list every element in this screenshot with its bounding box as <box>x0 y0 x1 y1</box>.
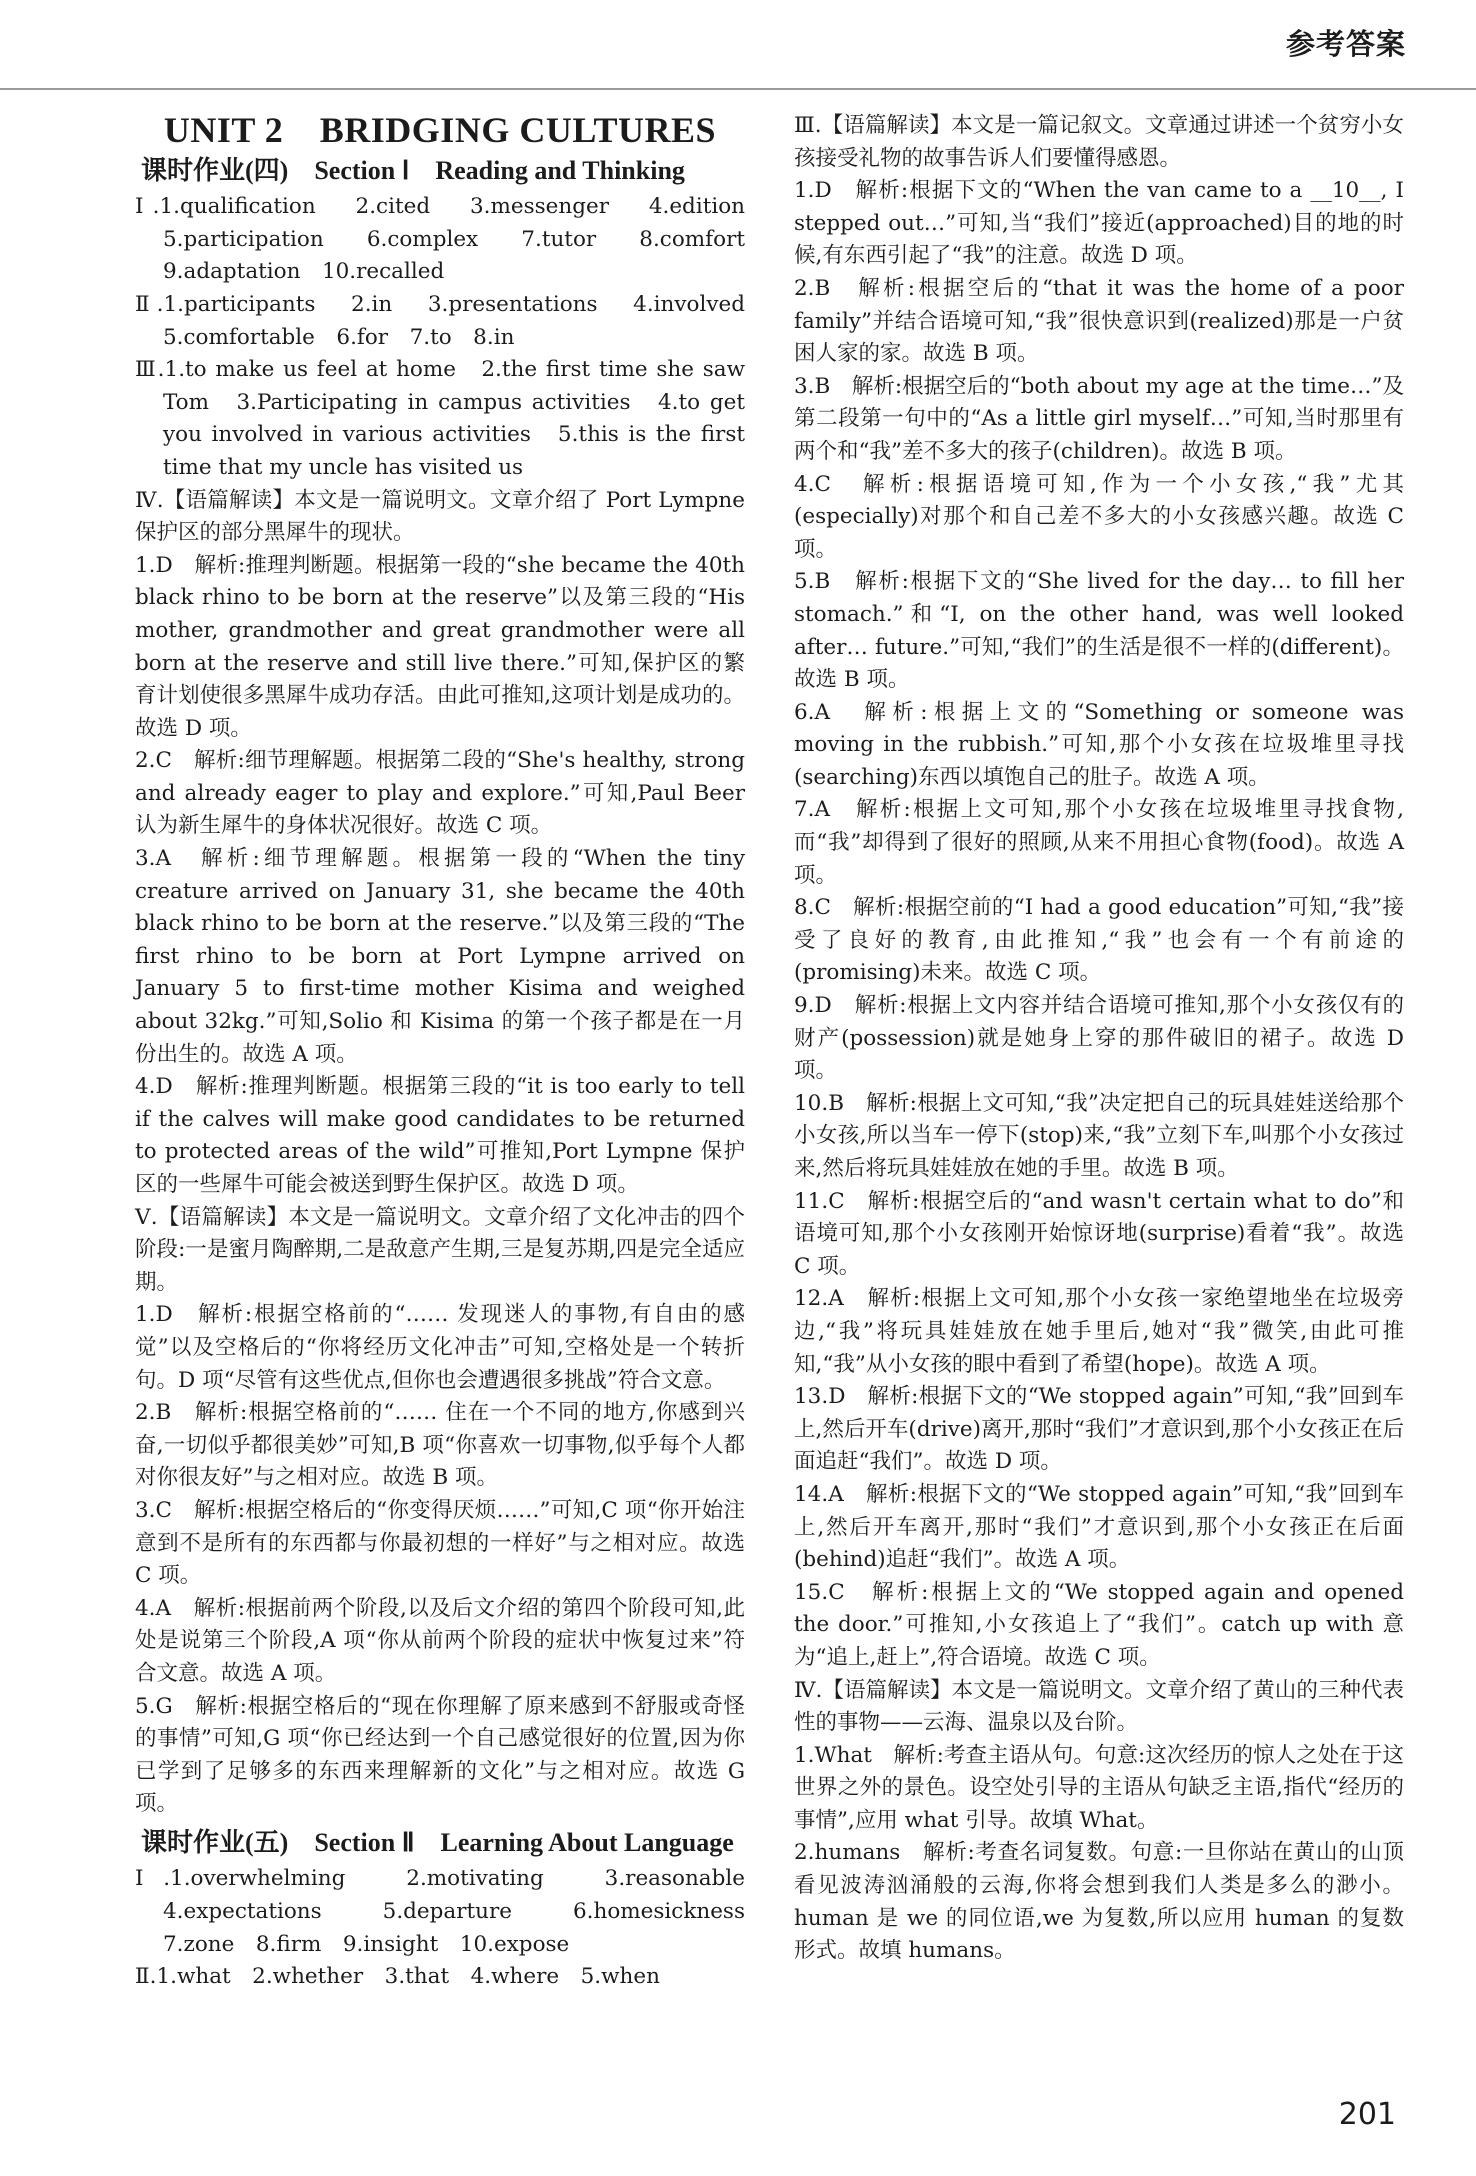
answer-explanation: 3.A 解析:细节理解题。根据第一段的“When the tiny creature arrived on January 31, she became the 40th black rhino to be born at the reserve.”以及第三段的“The first rhino to be born at Port Lympne arrived on January 5 to first-time mother Kisima and weighed about 32kg.”可知,Solio 和 Kisima 的第一个孩子都是在一月份出生的。故选 A 项。 <box>135 846 745 1067</box>
answer-explanation: 4.D 解析:推理判断题。根据第三段的“it is too early to tell if the calves will make good candidates to be returned to protected areas of the wild”可推知,Port Lympne 保护区的一些犀牛可能会被送到野生保护区。故选 D 项。 <box>135 1074 745 1197</box>
unit-title: UNIT 2 BRIDGING CULTURES <box>163 110 717 150</box>
answer-explanation: 1.D 解析:根据下文的“When the van came to a __10__, I stepped out…”可知,当“我们”接近(approached)目的地的时候,有东西引起了“我”的注意。故选 D 项。 <box>794 178 1404 269</box>
answer-explanation: 2.humans 解析:考查名词复数。句意:一旦你站在黄山的山顶看见波涛汹涌般的云海,你将会想到我们人类是多么的渺小。human 是 we 的同位语,we 为复数,所以应用 human 的复数形式。故填 humans。 <box>794 1840 1404 1964</box>
answer-explanation: 14.A 解析:根据下文的“We stopped again”可知,“我”回到车上,然后开车离开,那时“我们”才意识到,那个小女孩正在后面(behind)追赶“我们”。故选 A 项。 <box>794 1481 1404 1573</box>
header-divider <box>0 88 1476 90</box>
answer-block: Ⅲ.1.to make us feel at home 2.the first time she saw Tom 3.Participating in campus activities 4.to get you involved in various activities 5.this is the first time that my uncle has visited us <box>135 357 745 480</box>
answer-explanation: 5.G 解析:根据空格后的“现在你理解了原来感到不舒服或奇怪的事情”可知,G 项“你已经达到一个自己感觉很好的位置,因为你已学到了足够多的东西来理解新的文化”与之相对应。故选 G 项。 <box>135 1693 745 1817</box>
answer-explanation: 2.C 解析:细节理解题。根据第二段的“She's healthy, strong and already eager to play and explore.”可知,Paul Beer 认为新生犀牛的身体状况很好。故选 C 项。 <box>135 748 745 839</box>
answer-explanation: 4.A 解析:根据前两个阶段,以及后文介绍的第四个阶段可知,此处是说第三个阶段,A 项“你从前两个阶段的症状中恢复过来”符合文意。故选 A 项。 <box>135 1595 745 1686</box>
answer-explanation: 2.B 解析:根据空格前的“…… 住在一个不同的地方,你感到兴奋,一切似乎都很美妙”可知,B 项“你喜欢一切事物,似乎每个人都对你很友好”与之相对应。故选 B 项。 <box>135 1400 745 1491</box>
answer-explanation: 6.A 解析:根据上文的“Something or someone was moving in the rubbish.”可知,那个小女孩在垃圾堆里寻找(searching)东西以填饱自己的肚子。故选 A 项。 <box>794 699 1404 790</box>
answer-explanation: 2.B 解析:根据空后的“that it was the home of a poor family”并结合语境可知,“我”很快意识到(realized)那是一户贫困人家的家。故选 B 项。 <box>794 275 1404 367</box>
answer-explanation: 7.A 解析:根据上文可知,那个小女孩在垃圾堆里寻找食物,而“我”却得到了很好的照顾,从来不用担心食物(food)。故选 A 项。 <box>794 797 1404 888</box>
right-column <box>794 110 1404 1968</box>
answer-explanation: 12.A 解析:根据上文可知,那个小女孩一家绝望地坐在垃圾旁边,“我”将玩具娃娃放在她手里后,她对“我”微笑,由此可推知,“我”从小女孩的眼中看到了希望(hope)。故选 A 项。 <box>794 1286 1404 1377</box>
answer-block: Ⅱ.1.what 2.whether 3.that 4.where 5.when <box>135 1964 660 1990</box>
answer-explanation: 1.D 解析:根据空格前的“…… 发现迷人的事物,有自由的感觉”以及空格后的“你将经历文化冲击”可知,空格处是一个转折句。D 项“尽管有这些优点,但你也会遭遇很多挑战”符合文意。 <box>135 1302 745 1393</box>
section-title-5: 课时作业(五) Section Ⅱ Learning About Language <box>141 1827 734 1857</box>
passage-summary: Ⅳ.【语篇解读】本文是一篇说明文。文章介绍了 Port Lympne 保护区的部分黑犀牛的现状。 <box>135 487 745 546</box>
left-column <box>135 100 767 1994</box>
answer-explanation: 10.B 解析:根据上文可知,“我”决定把自己的玩具娃娃送给那个小女孩,所以当车一停下(stop)来,“我”立刻下车,叫那个小女孩过来,然后将玩具娃娃放在她的手里。故选 B 项。 <box>794 1090 1404 1181</box>
passage-summary: Ⅲ.【语篇解读】本文是一篇记叙文。文章通过讲述一个贫穷小女孩接受礼物的故事告诉人们要懂得感恩。 <box>794 113 1404 171</box>
answer-explanation: 1.D 解析:推理判断题。根据第一段的“she became the 40th black rhino to be born at the reserve”以及第三段的“His mother, grandmother and great grandmother were all born at the reserve and still live there.”可知,保护区的繁育计划使很多黑犀牛成功存活。由此可推知,这项计划是成功的。故选 D 项。 <box>135 552 745 741</box>
passage-summary: Ⅴ.【语篇解读】本文是一篇说明文。文章介绍了文化冲击的四个阶段:一是蜜月陶醉期,二是敌意产生期,三是复苏期,四是完全适应期。 <box>135 1204 745 1295</box>
answer-explanation: 13.D 解析:根据下文的“We stopped again”可知,“我”回到车上,然后开车(drive)离开,那时“我们”才意识到,那个小女孩正在后面追赶“我们”。故选 D 项。 <box>794 1384 1404 1475</box>
answer-explanation: 5.B 解析:根据下文的“She lived for the day… to fill her stomach.”和“I, on the other hand, was well looked after… future.”可知,“我们”的生活是很不一样的(different)。故选 B 项。 <box>794 569 1404 693</box>
answer-explanation: 3.B 解析:根据空后的“both about my age at the time…”及第二段第一句中的“As a little girl myself…”可知,当时那里有两个和“我”差不多大的孩子(children)。故选 B 项。 <box>794 373 1404 464</box>
answer-explanation: 1.What 解析:考查主语从句。句意:这次经历的惊人之处在于这世界之外的景色。设空处引导的主语从句缺乏主语,指代“经历的事情”,应用 what 引导。故填 What。 <box>794 1742 1404 1833</box>
answer-block: Ⅰ.1.qualification 2.cited 3.messenger 4.edition 5.participation 6.complex 7.tutor 8.comfort 9.adaptation 10.recalled <box>135 194 767 285</box>
passage-summary: Ⅳ.【语篇解读】本文是一篇说明文。文章介绍了黄山的三种代表性的事物——云海、温泉以及台阶。 <box>794 1677 1404 1736</box>
section-title-4: 课时作业(四) Section Ⅰ Reading and Thinking <box>141 155 685 185</box>
answer-explanation: 9.D 解析:根据上文内容并结合语境可推知,那个小女孩仅有的财产(possession)就是她身上穿的那件破旧的裙子。故选 D 项。 <box>794 993 1404 1084</box>
answer-explanation: 8.C 解析:根据空前的“I had a good education”可知,“我”接受了良好的教育,由此推知,“我”也会有一个有前途的(promising)未来。故选 C 项。 <box>794 895 1404 986</box>
answer-explanation: 3.C 解析:根据空格后的“你变得厌烦……”可知,C 项“你开始注意到不是所有的东西都与你最初想的一样好”与之相对应。故选 C 项。 <box>135 1497 745 1589</box>
answer-block: Ⅱ.1.participants 2.in 3.presentations 4.involved 5.comfortable 6.for 7.to 8.in <box>135 291 767 350</box>
page-number: 201 <box>1338 2097 1396 2132</box>
page-header-title: 参考答案 <box>1285 27 1406 61</box>
answer-block: Ⅰ.1.overwhelming 2.motivating 3.reasonable 4.expectations 5.departure 6.homesickness 7.zone 8.firm 9.insight 10.expose <box>135 1866 767 1957</box>
answer-explanation: 15.C 解析:根据上文的“We stopped again and opened the door.”可推知,小女孩追上了“我们”。catch up with 意为“追上,赶上”,符合语境。故选 C 项。 <box>794 1579 1404 1670</box>
answer-explanation: 4.C 解析:根据语境可知,作为一个小女孩,“我”尤其(especially)对那个和自己差不多大的小女孩感兴趣。故选 C 项。 <box>794 471 1404 562</box>
answer-explanation: 11.C 解析:根据空后的“and wasn't certain what to do”和语境可知,那个小女孩刚开始惊讶地(surprise)看着“我”。故选 C 项。 <box>794 1188 1404 1279</box>
